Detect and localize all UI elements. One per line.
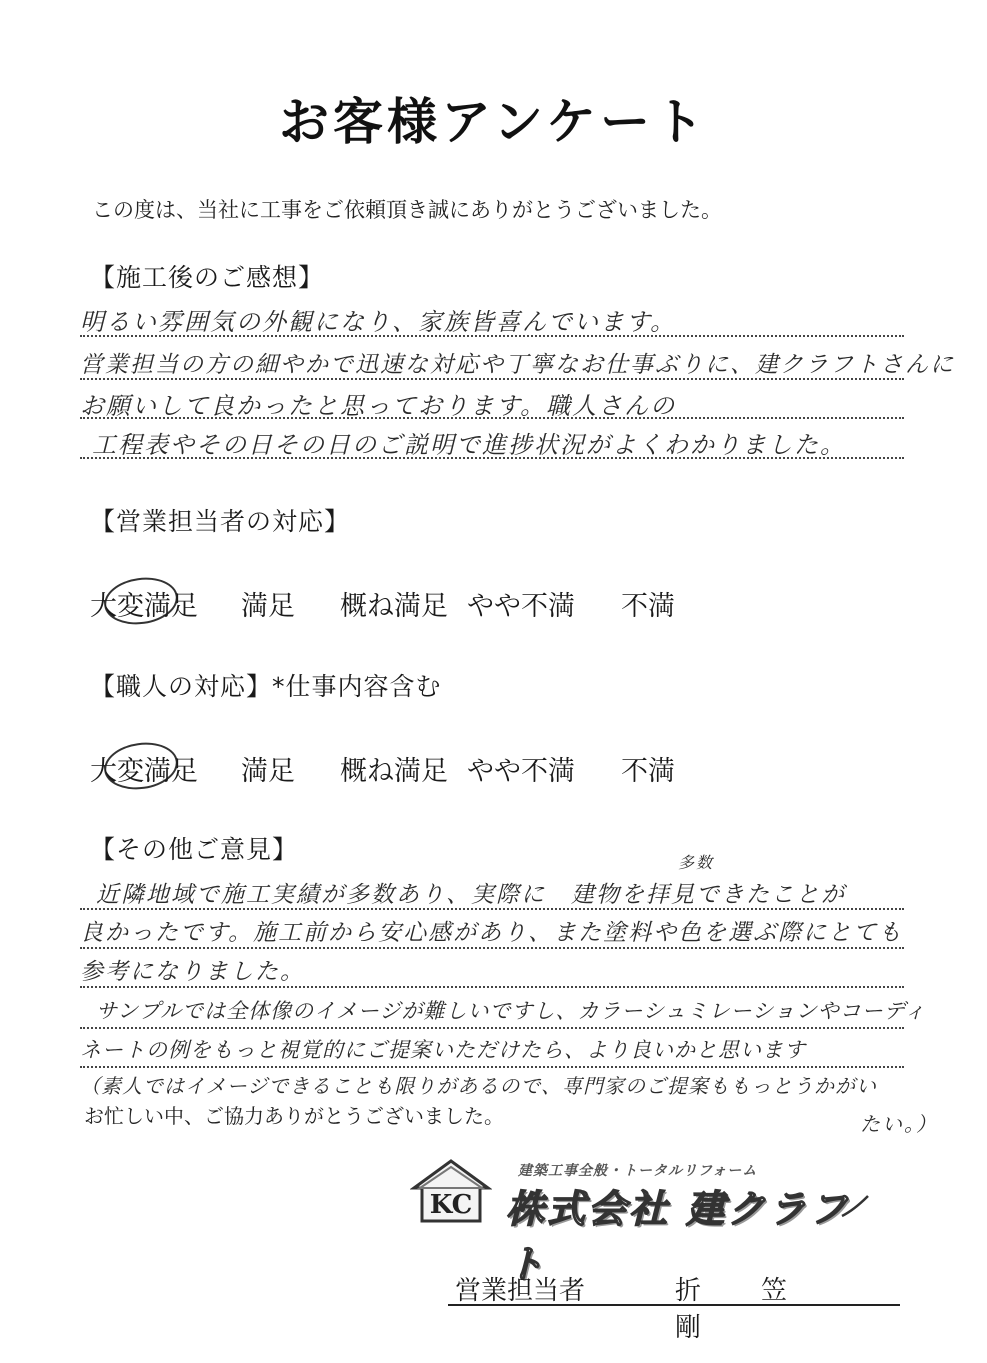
page-title: お客様アンケート	[279, 93, 708, 151]
sales-option-somewhat-dissatisfied[interactable]: やや不満	[467, 591, 575, 622]
company-name: 株式会社 建クラフト	[506, 1187, 851, 1286]
dotted-rule	[80, 986, 904, 988]
dotted-rule	[80, 1066, 904, 1068]
dotted-rule	[80, 947, 904, 949]
closing-text: お忙しい中、ご協力ありがとうございました。	[84, 1104, 504, 1128]
insert-note: 多数	[678, 853, 715, 872]
craftsman-heading	[90, 667, 442, 703]
dotted-rule	[80, 1027, 904, 1029]
sales-option-dissatisfied[interactable]: 不満	[621, 591, 675, 622]
impressions-line-1: 明るい雰囲気の外観になり、家族皆喜んでいます。	[80, 308, 677, 336]
other-line-5: ネートの例をもっと視覚的にご提案いただけたら、より良いかと思います	[80, 1038, 806, 1062]
dotted-rule	[80, 335, 904, 337]
impressions-line-2: 営業担当の方の細やかで迅速な対応や丁寧なお仕事ぶりに、建クラフトさんに	[80, 352, 955, 378]
company-tagline: 建築工事全般・トータルリフォーム	[518, 1163, 758, 1179]
sales-option-mostly-satisfied[interactable]: 概ね満足	[340, 591, 448, 622]
dotted-rule	[80, 378, 904, 380]
craftsman-option-very-satisfied[interactable]: 大変満足	[90, 756, 198, 787]
craftsman-option-mostly-satisfied[interactable]: 概ね満足	[340, 756, 448, 787]
sales-heading: 【営業担当者の対応】	[90, 507, 351, 536]
dotted-rule	[80, 417, 904, 419]
other-line-3: 参考になりました。	[80, 959, 305, 985]
impressions-heading: 【施工後のご感想】	[90, 263, 325, 292]
staff-label: 営業担当者	[455, 1276, 586, 1306]
sales-option-satisfied[interactable]: 満足	[241, 591, 295, 622]
staff-name: 折笠 剛	[675, 1276, 934, 1343]
other-line-2: 良かったです。施工前から安心感があり、また塗料や色を選ぶ際にとても	[80, 920, 904, 946]
logo-mark: KC	[429, 1190, 473, 1220]
company-logo	[410, 1158, 870, 1286]
swoosh-icon	[840, 1194, 870, 1218]
other-heading: 【その他ご意見】	[90, 835, 299, 864]
impressions-line-4: 工程表やその日その日のご説明で進捗状況がよくわかりました。	[92, 431, 846, 459]
other-line-tail: たい。）	[860, 1112, 938, 1136]
other-line-4: サンプルでは全体像のイメージが難しいですし、カラーシュミレーションやコーディ	[96, 999, 927, 1023]
intro-text: この度は、当社に工事をご依頼頂き誠にありがとうございました。	[92, 198, 722, 222]
craftsman-heading-note: *仕事内容含む	[272, 672, 442, 701]
impressions-line-3: お願いして良かったと思っております。職人さんの	[80, 392, 677, 420]
craftsman-option-satisfied[interactable]: 満足	[241, 756, 295, 787]
signature-line	[448, 1304, 900, 1306]
other-line-1: 近隣地域で施工実績が多数あり、実際に 建物を拝見できたことが	[96, 882, 846, 908]
craftsman-option-somewhat-dissatisfied[interactable]: やや不満	[467, 756, 575, 787]
dotted-rule	[80, 457, 904, 459]
other-line-6: （素人ではイメージできることも限りがあるので、専門家のご提案ももっとうかがい	[80, 1074, 877, 1098]
craftsman-heading-label: 【職人の対応】	[90, 672, 273, 701]
sales-option-very-satisfied[interactable]: 大変満足	[90, 591, 198, 622]
house-icon	[410, 1158, 492, 1224]
dotted-rule	[80, 908, 904, 910]
craftsman-option-dissatisfied[interactable]: 不満	[621, 756, 675, 787]
